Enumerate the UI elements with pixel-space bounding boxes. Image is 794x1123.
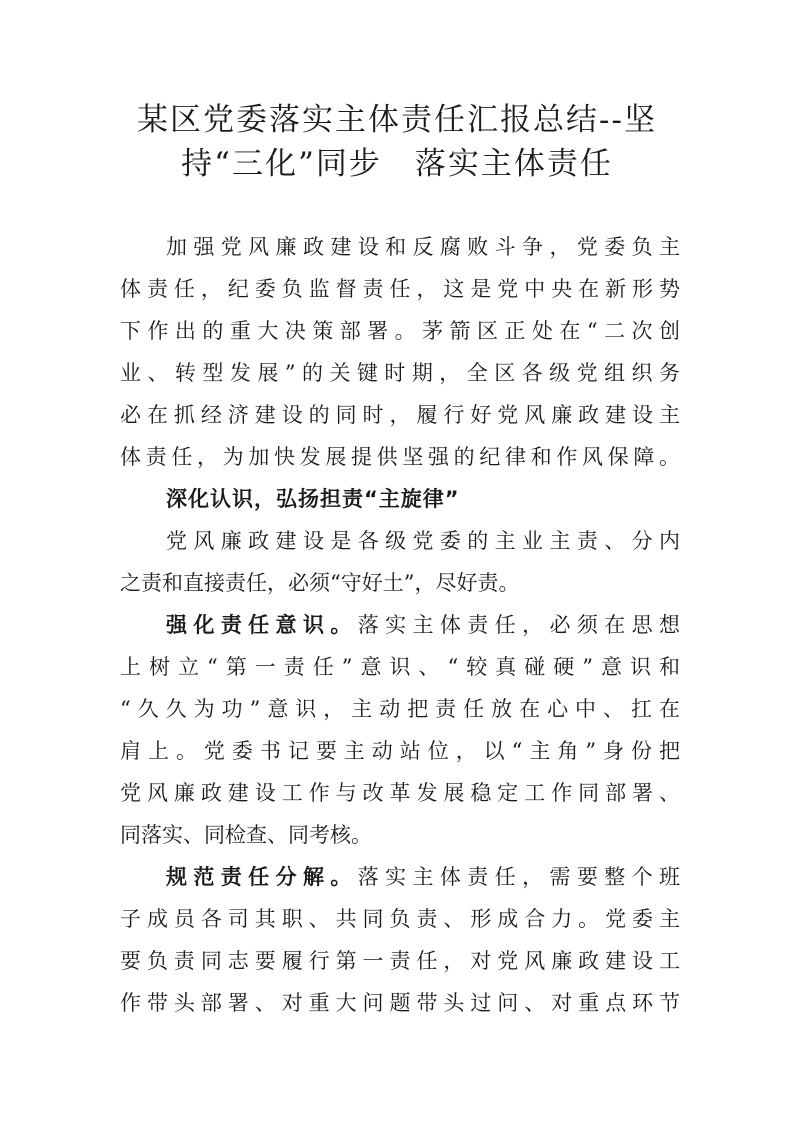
paragraph-2-line: 之责和直接责任，必须“守好土”，尽好责。 bbox=[120, 571, 520, 595]
document-title-line-1: 某区党委落实主体责任汇报总结--坚 bbox=[137, 102, 657, 138]
paragraph-3-line: 上树立“第一责任”意识、“较真碰硬”意识和 bbox=[120, 655, 680, 679]
paragraph-1-line: 体责任，为加快发展提供坚强的纪律和作风保障。 bbox=[120, 445, 680, 469]
paragraph-3-lead: 强化责任意识。 bbox=[166, 613, 358, 637]
paragraph-3-line: 同落实、同检查、同考核。 bbox=[120, 823, 372, 847]
document-title-line-2: 持“三化”同步 落实主体责任 bbox=[181, 146, 613, 182]
paragraph-1-line: 业、转型发展”的关键时期，全区各级党组织务 bbox=[120, 361, 680, 385]
paragraph-3-line: 党风廉政建设工作与改革发展稳定工作同部署、 bbox=[120, 781, 680, 805]
paragraph-4-text: 落实主体责任，需要整个班 bbox=[357, 865, 681, 889]
paragraph-3-line: “久久为功”意识，主动把责任放在心中、扛在 bbox=[120, 697, 680, 721]
paragraph-3-line: 肩上。党委书记要主动站位，以“主角”身份把 bbox=[120, 739, 680, 763]
paragraph-4-lead: 规范责任分解。 bbox=[166, 865, 358, 889]
paragraph-4-line bbox=[166, 862, 680, 892]
paragraph-3-text: 落实主体责任，必须在思想 bbox=[357, 613, 681, 637]
paragraph-1-line: 加强党风廉政建设和反腐败斗争，党委负主 bbox=[166, 235, 680, 259]
paragraph-2-line: 党风廉政建设是各级党委的主业主责、分内 bbox=[166, 529, 680, 553]
paragraph-4-line: 子成员各司其职、共同负责、形成合力。党委主 bbox=[120, 907, 680, 931]
paragraph-3-line bbox=[166, 610, 680, 640]
paragraph-4-line: 要负责同志要履行第一责任，对党风廉政建设工 bbox=[120, 949, 680, 973]
paragraph-1-line: 体责任，纪委负监督责任，这是党中央在新形势 bbox=[120, 277, 680, 301]
paragraph-1-line: 下作出的重大决策部署。茅箭区正处在“二次创 bbox=[120, 319, 680, 343]
paragraph-4-line: 作带头部署、对重大问题带头过问、对重点环节 bbox=[120, 991, 680, 1015]
paragraph-1-line: 必在抓经济建设的同时，履行好党风廉政建设主 bbox=[120, 403, 680, 427]
section-heading: 深化认识，弘扬担责“主旋律” bbox=[166, 487, 460, 511]
